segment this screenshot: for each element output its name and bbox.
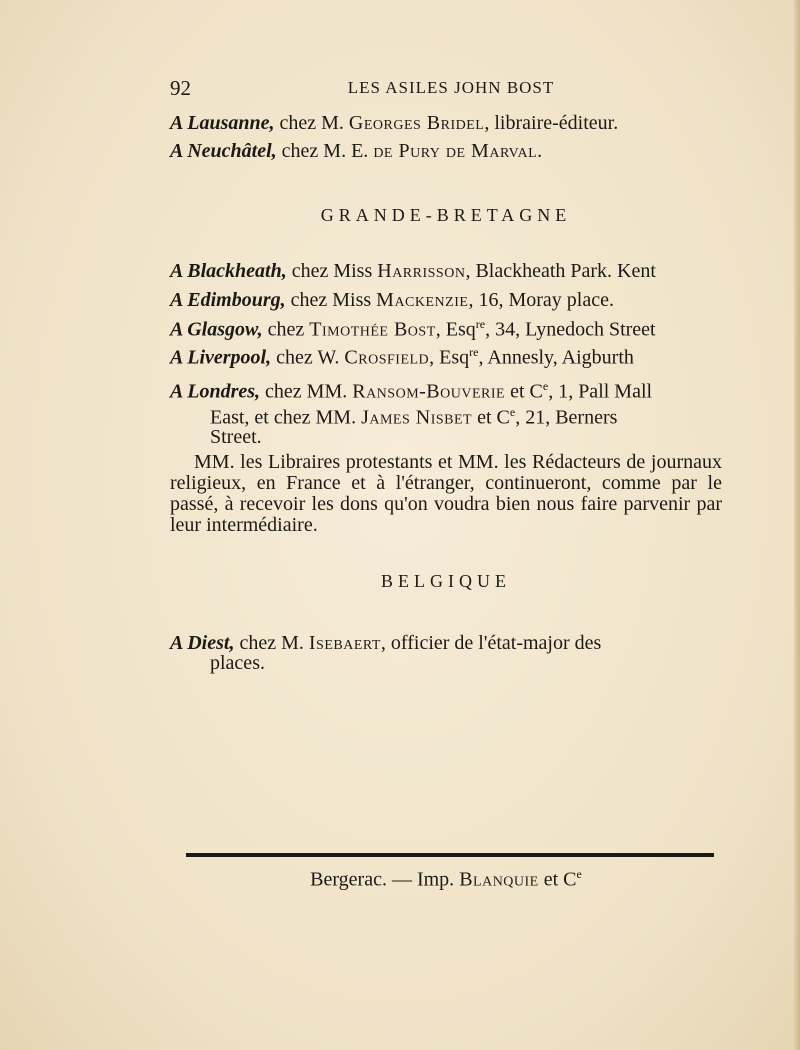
closing-rule — [186, 853, 714, 857]
page-edge — [794, 0, 800, 1050]
section-heading-grande-bretagne: GRANDE-BRETAGNE — [320, 205, 572, 225]
booksellers-paragraph: MM. les Libraires protestants et MM. les Rédacteurs de journaux religieux, en France et à l'étranger, continueront, comme par le passé, à recevoir les dons qu'on voudra bien nous faire parvenir par leur intermédiaire. — [170, 451, 722, 536]
entry-londres: A Londres, chez MM. Ransom-Bouverie et Ce, 1, Pall Mall East, et chez MM. James Nisbet et Ce, 21, Berners Street. — [170, 379, 653, 449]
running-title: LES ASILES JOHN BOST — [347, 78, 555, 97]
entry-liverpool: A Liverpool, chez W. Crosfield, Esq$^{re}$, Annesly, Aigburth — [170, 345, 634, 369]
entry-lausanne: A Lausanne, chez M. Georges Bridel, libraire-éditeur. — [170, 112, 619, 134]
page-number: 92 — [170, 76, 191, 100]
page-header — [170, 76, 722, 100]
entry-blackheath: A Blackheath, chez Miss Harrisson, Blackheath Park. Kent — [170, 260, 656, 282]
entry-neuchatel: A Neuchâtel, chez M. E. de Pury de Marval. — [170, 140, 543, 162]
entry-diest: A Diest, chez M. Isebaert, officier de l'état-major des places. — [170, 632, 602, 674]
section-heading-belgique: BELGIQUE — [381, 571, 511, 591]
entry-edimbourg: A Edimbourg, chez Miss Mackenzie, 16, Moray place. — [170, 289, 614, 311]
printer-imprint: Bergerac. — Imp. Blanquie et Ce — [310, 867, 582, 891]
entry-glasgow: A Glasgow, chez Timothée Bost, Esq$^{re}$, 34, Lynedoch Street — [170, 317, 656, 341]
